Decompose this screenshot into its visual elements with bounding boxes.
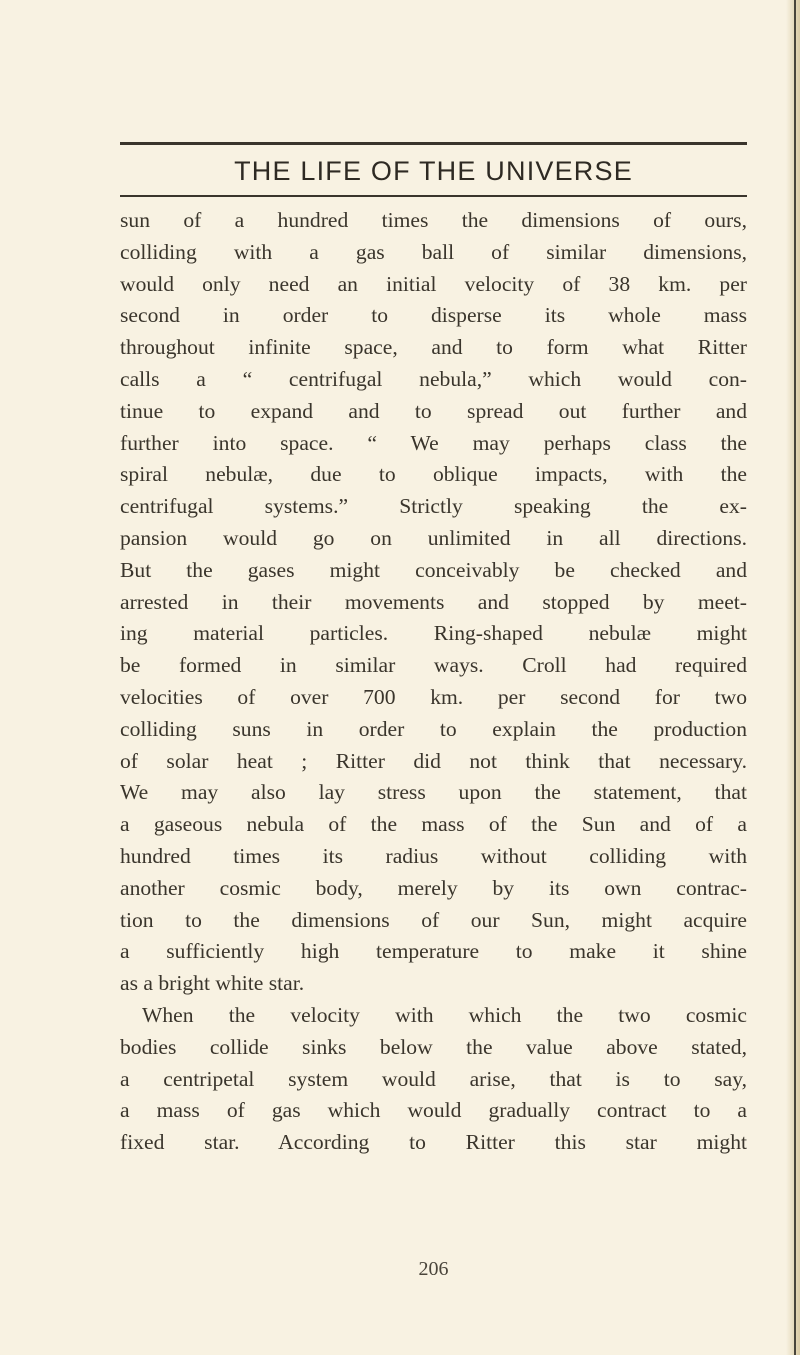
text-line: pansion would go on unlimited in all directions. — [120, 525, 747, 550]
text-line: calls a “ centrifugal nebula,” which would con- — [120, 366, 747, 391]
running-head: THE LIFE OF THE UNIVERSE — [234, 156, 633, 186]
text-line: second in order to disperse its whole mass — [120, 303, 747, 328]
text-line: bodies collide sinks below the value above stated, — [120, 1034, 747, 1059]
text-line: of solar heat ; Ritter did not think that necessary. — [120, 748, 747, 773]
text-line: But the gases might conceivably be checked and — [120, 557, 747, 582]
body-text — [120, 205, 747, 1159]
text-line: fixed star. According to Ritter this star might — [120, 1130, 747, 1155]
text-line: a sufficiently high temperature to make it shine — [120, 939, 747, 964]
text-line: throughout infinite space, and to form what Ritter — [120, 335, 747, 360]
text-line: another cosmic body, merely by its own contrac- — [120, 875, 747, 900]
text-line: ing material particles. Ring-shaped nebulæ might — [120, 621, 747, 646]
text-line: tinue to expand and to spread out further and — [120, 398, 747, 423]
text-line: a mass of gas which would gradually contract to a — [120, 1098, 747, 1123]
text-line: centrifugal systems.” Strictly speaking the ex- — [120, 494, 747, 519]
text-line: We may also lay stress upon the statement, that — [120, 780, 747, 805]
text-line: When the velocity with which the two cosmic — [142, 1002, 747, 1027]
text-line: further into space. “ We may perhaps class the — [120, 430, 747, 455]
header-rule-top — [120, 142, 747, 145]
text-line: as a bright white star. — [120, 971, 305, 996]
page-edge-shadow — [794, 0, 796, 1355]
text-line: a gaseous nebula of the mass of the Sun and of a — [120, 812, 747, 837]
text-line: colliding with a gas ball of similar dimensions, — [120, 239, 747, 264]
header-rule-bottom — [120, 195, 747, 197]
text-line: arrested in their movements and stopped by meet- — [120, 589, 747, 614]
page-edge — [786, 0, 800, 1355]
text-line: tion to the dimensions of our Sun, might acquire — [120, 907, 747, 932]
text-line: sun of a hundred times the dimensions of ours, — [120, 208, 747, 232]
text-line: would only need an initial velocity of 38 km. per — [120, 271, 747, 296]
page-number: 206 — [418, 1258, 449, 1280]
text-line: colliding suns in order to explain the production — [120, 716, 747, 741]
text-line: velocities of over 700 km. per second for two — [120, 684, 747, 709]
text-line: be formed in similar ways. Croll had required — [120, 653, 747, 678]
text-line: hundred times its radius without colliding with — [120, 843, 747, 868]
text-line: spiral nebulæ, due to oblique impacts, with the — [120, 462, 747, 487]
text-line: a centripetal system would arise, that is to say, — [120, 1066, 747, 1091]
